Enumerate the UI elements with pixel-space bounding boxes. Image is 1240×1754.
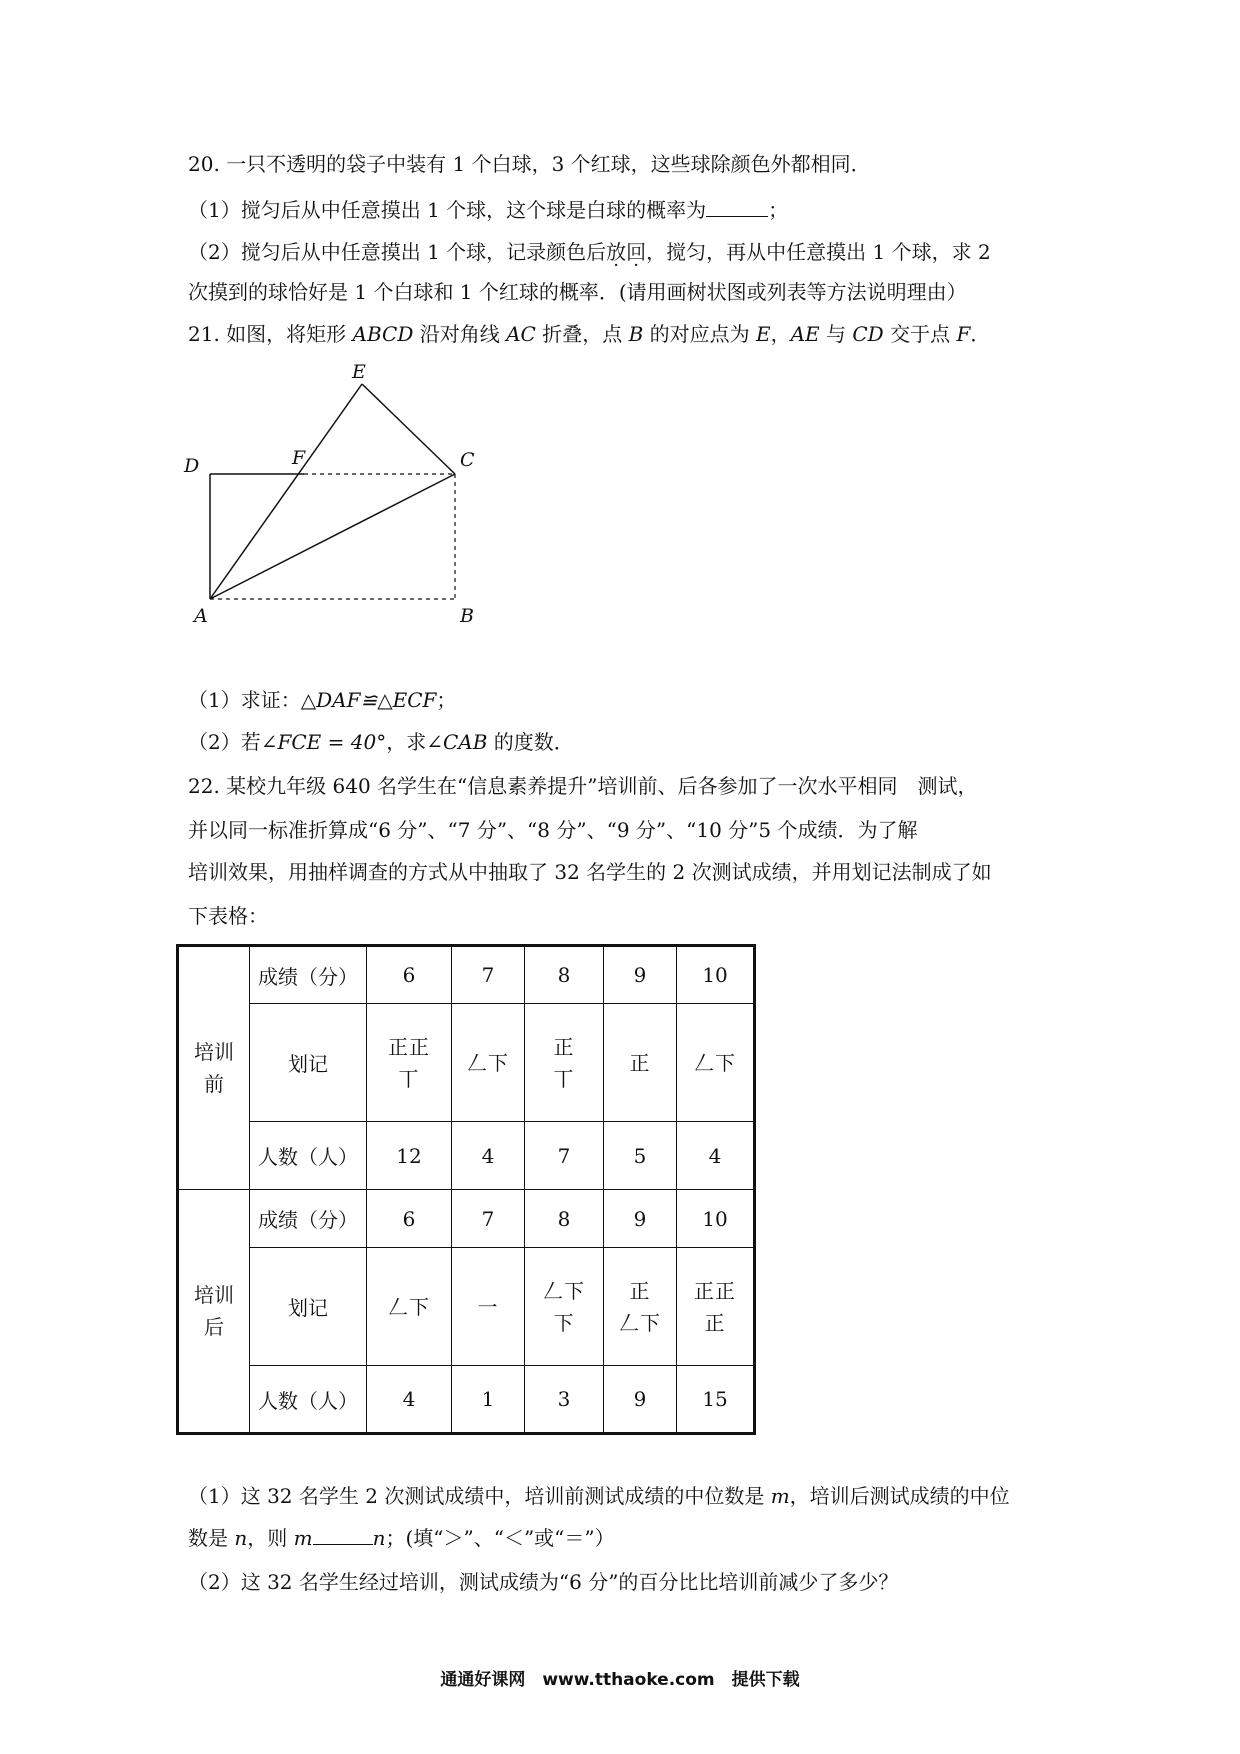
q21-stem-text: 折叠，点 [535,322,629,346]
group-label-before [178,946,250,1190]
q22-part1-text: ，培训后测试成绩的中位 [789,1484,1010,1508]
math-var: n [372,1526,386,1550]
tally-mark: 下 [553,1310,575,1335]
tally-cell [604,1248,677,1366]
score-cell: 8 [525,946,604,1004]
table-row [178,1366,755,1434]
math-expression: ∠CAB [426,730,488,754]
score-cell: 7 [452,946,525,1004]
score-cell: 10 [677,946,755,1004]
q22-part1-text: ；(填“＞”、“＜”或“＝”） [385,1526,615,1550]
q21-part1-end: ； [436,688,457,712]
tally-mark: 𠃋下 [467,1050,509,1075]
group-label-text: 培训 [194,1040,234,1064]
score-cell: 8 [525,1190,604,1248]
emphasis-char: 回 [626,240,647,264]
q22-part1-text: （1）这 32 名学生 2 次测试成绩中，培训前测试成绩的中位数是 [188,1484,771,1508]
tally-mark: 𠃋下 [694,1050,736,1075]
group-label-after [178,1190,250,1434]
math-var: AE [790,322,820,346]
q22-line2: 并以同一标准折算成“6 分”、“7 分”、“8 分”、“9 分”、“10 分”5 个成绩．为了解 [188,818,918,842]
label-E: E [352,362,366,383]
group-label-text: 后 [204,1315,224,1339]
count-cell: 7 [525,1122,604,1190]
count-cell: 1 [452,1366,525,1434]
q21-part2-text: 的度数． [487,730,574,754]
tally-cell [452,1004,525,1122]
q22-part1-text: 数是 [188,1526,235,1550]
q20-part1-end: ； [768,198,789,222]
count-cell: 4 [367,1366,452,1434]
q20-part2-text: （2）搅匀后从中任意摸出 1 个球，记录颜色后 [188,240,607,264]
segment-AE [210,384,362,599]
table-row [178,946,755,1004]
tally-mark: 正 [553,1034,575,1059]
tally-cell [677,1248,755,1366]
math-var: B [628,322,644,346]
tally-header: 划记 [250,1004,367,1122]
answer-blank [706,196,768,217]
group-label-text: 前 [204,1072,224,1096]
q20-part2 [188,238,991,266]
math-var: CD [852,322,884,346]
tally-mark: 一 [477,1294,499,1319]
tally-mark: 正 [704,1310,726,1335]
math-var: m [293,1526,313,1550]
score-cell: 7 [452,1190,525,1248]
q21-stem-text: 与 [819,322,853,346]
q21-stem-text: 沿对角线 [413,322,507,346]
math-var: m [770,1484,790,1508]
tally-mark: 丅 [398,1066,420,1091]
tally-mark: 𠃋下 [388,1294,430,1319]
q20-part1 [188,196,788,224]
q21-part2-text: ，求 [386,730,427,754]
q22-line4: 下表格： [188,904,268,928]
tally-mark: 正 [629,1278,651,1303]
q20-part2-text-b: ，搅匀，再从中任意摸出 1 个球，求 2 [646,240,991,264]
tally-mark: 正正 [388,1034,430,1059]
tally-mark: 𠃋下 [543,1278,585,1303]
math-var: n [234,1526,248,1550]
score-cell: 6 [367,946,452,1004]
tally-cell [525,1248,604,1366]
table-row [178,1248,755,1366]
math-var: AC [506,322,536,346]
q21-stem [188,320,990,348]
tally-mark: 𠃋下 [619,1310,661,1335]
q21-stem-text: 交于点 [883,322,957,346]
q21-stem-text: ， [770,322,791,346]
segment-AC [210,474,455,599]
tally-cell [677,1004,755,1122]
q22-part2: （2）这 32 名学生经过培训，测试成绩为“6 分”的百分比比培训前减少了多少？ [188,1570,899,1594]
count-cell: 3 [525,1366,604,1434]
count-cell: 12 [367,1122,452,1190]
tally-cell [367,1004,452,1122]
q21-stem-text: 的对应点为 [643,322,756,346]
table-row [178,1190,755,1248]
math-expression: △DAF≌△ECF [300,688,437,712]
label-B: B [460,605,474,627]
count-cell: 4 [677,1122,755,1190]
segment-EC [362,384,455,474]
geometry-figure [180,362,480,627]
tally-cell [604,1004,677,1122]
score-cell: 10 [677,1190,755,1248]
label-A: A [194,605,208,627]
page-footer: 通通好课网 www.tthaoke.com 提供下载 [440,1670,800,1690]
q22-line3: 培训效果，用抽样调查的方式从中抽取了 32 名学生的 2 次测试成绩，并用划记法制成了如 [188,860,992,884]
count-header: 人数（人） [250,1366,367,1434]
math-var: ABCD [352,322,414,346]
score-cell: 9 [604,946,677,1004]
count-header: 人数（人） [250,1122,367,1190]
q22-part1 [188,1482,1010,1510]
label-D: D [184,455,200,477]
tally-cell [452,1248,525,1366]
tally-table [176,944,756,1435]
q22-part1-cont [188,1524,615,1552]
tally-cell [367,1248,452,1366]
count-cell: 9 [604,1366,677,1434]
table-row [178,1004,755,1122]
score-cell: 9 [604,1190,677,1248]
label-F: F [292,447,306,469]
label-C: C [460,449,475,471]
q20-stem: 20. 一只不透明的袋子中装有 1 个白球，3 个红球，这些球除颜色外都相同． [188,152,871,176]
q21-part1 [188,686,456,714]
tally-mark: 丅 [553,1066,575,1091]
score-header: 成绩（分） [250,1190,367,1248]
answer-blank [313,1524,373,1545]
q21-part2 [188,728,574,756]
q20-part1-text: （1）搅匀后从中任意摸出 1 个球，这个球是白球的概率为 [188,198,707,222]
group-label-text: 培训 [194,1283,234,1307]
math-var: F [956,322,971,346]
q21-part1-text: （1）求证： [188,688,301,712]
count-cell: 15 [677,1366,755,1434]
q21-stem-text: ． [970,322,991,346]
math-var: E [756,322,771,346]
q21-part2-text: （2）若 [188,730,261,754]
tally-mark: 正正 [694,1278,736,1303]
score-header: 成绩（分） [250,946,367,1004]
score-cell: 6 [367,1190,452,1248]
count-cell: 5 [604,1122,677,1190]
math-expression: ∠FCE = 40° [260,730,387,754]
q20-part2-cont: 次摸到的球恰好是 1 个白球和 1 个红球的概率．(请用画树状图或列表等方法说明理由） [188,280,967,304]
emphasis-char: 放 [606,240,627,264]
table-row [178,1122,755,1190]
tally-header: 划记 [250,1248,367,1366]
q22-line1: 22. 某校九年级 640 名学生在“信息素养提升”培训前、后各参加了一次水平相同 测试， [188,774,978,798]
q22-part1-text: ，则 [247,1526,294,1550]
tally-cell [525,1004,604,1122]
tally-mark: 正 [629,1050,651,1075]
q21-stem-text: 21. 如图，将矩形 [188,322,353,346]
count-cell: 4 [452,1122,525,1190]
